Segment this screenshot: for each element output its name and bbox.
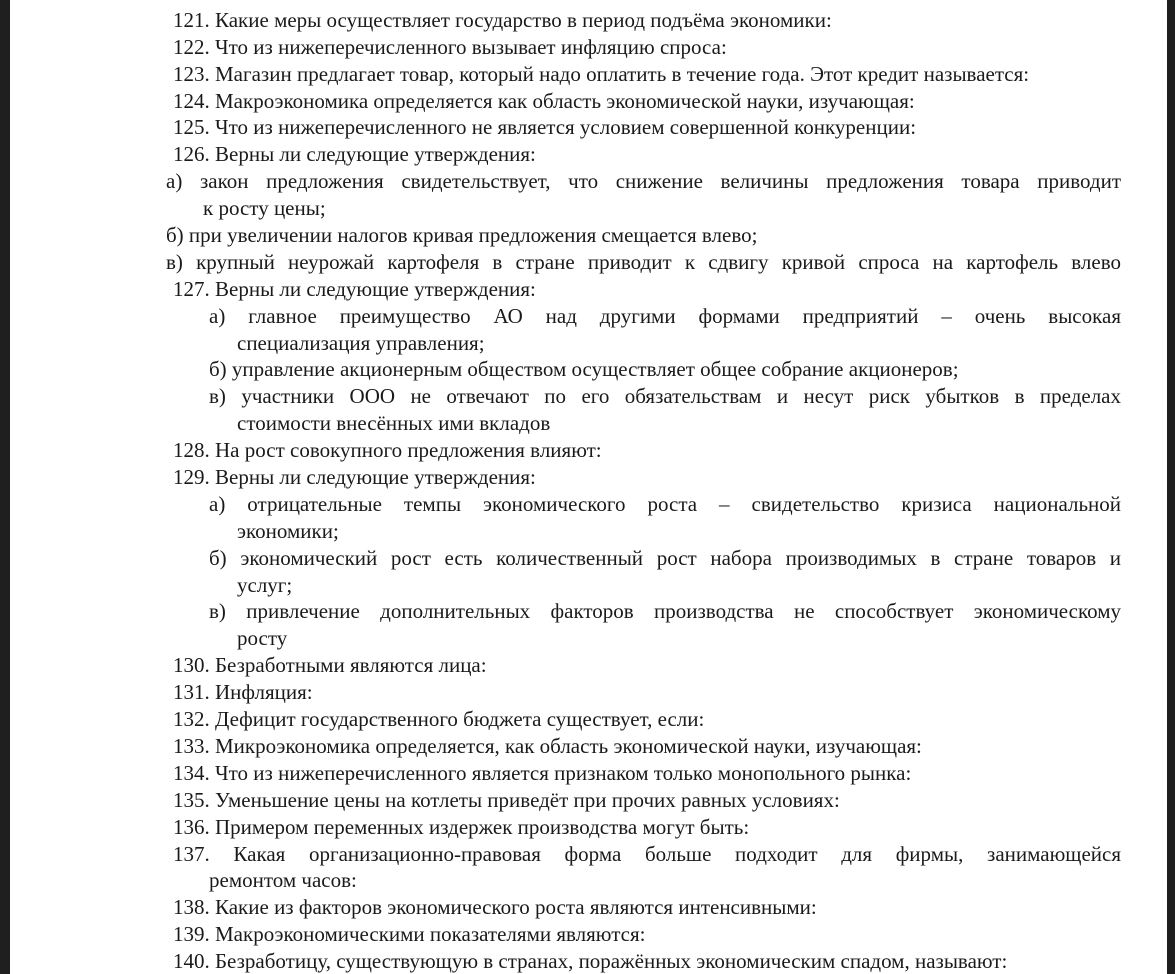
question-127-option-b: б) управление акционерным обществом осуществляет общее собрание акционеров; bbox=[209, 357, 959, 382]
question-137: 137. Какая организационно-правовая форма больше подходит для фирмы, занимающейся bbox=[173, 841, 1121, 866]
question-126-option-c: в) крупный неурожай картофеля в стране приводит к сдвигу кривой спроса на картофель влево bbox=[166, 249, 1121, 274]
question-126-option-b: б) при увеличении налогов кривая предложения смещается влево; bbox=[166, 223, 758, 248]
question-125: 125. Что из нижеперечисленного не является условием совершенной конкуренции: bbox=[173, 115, 917, 140]
question-127-option-a-cont: специализация управления; bbox=[237, 330, 485, 355]
question-139: 139. Макроэкономическими показателями являются: bbox=[173, 922, 646, 947]
question-129: 129. Верны ли следующие утверждения: bbox=[173, 465, 536, 490]
question-133: 133. Микроэкономика определяется, как область экономической науки, изучающая: bbox=[173, 733, 922, 758]
question-129-option-c-cont: росту bbox=[237, 626, 288, 651]
question-list bbox=[166, 0, 1121, 974]
question-134: 134. Что из нижеперечисленного является признаком только монопольного рынка: bbox=[173, 760, 912, 785]
document-page bbox=[10, 0, 1167, 974]
clipped-top-line bbox=[173, 0, 1121, 7]
question-129-option-a-cont: экономики; bbox=[237, 518, 339, 543]
question-121: 121. Какие меры осуществляет государство в период подъёма экономики: bbox=[173, 7, 832, 32]
question-127-option-c-cont: стоимости внесённых ими вкладов bbox=[237, 411, 551, 436]
question-137-cont: ремонтом часов: bbox=[209, 868, 357, 893]
question-127-option-c: в) участники ООО не отвечают по его обязательствам и несут риск убытков в пределах bbox=[209, 384, 1121, 409]
question-129-option-a: а) отрицательные темпы экономического роста – свидетельство кризиса национальной bbox=[209, 491, 1121, 516]
question-129-option-b: б) экономический рост есть количественный рост набора производимых в стране товаров и bbox=[209, 545, 1121, 570]
question-136: 136. Примером переменных издержек производства могут быть: bbox=[173, 814, 750, 839]
question-127-option-a: а) главное преимущество АО над другими формами предприятий – очень высокая bbox=[209, 303, 1121, 328]
question-127: 127. Верны ли следующие утверждения: bbox=[173, 276, 536, 301]
question-126-option-a-cont: к росту цены; bbox=[203, 196, 326, 221]
question-140: 140. Безработицу, существующую в странах, поражённых экономическим спадом, называют: bbox=[173, 949, 1008, 974]
question-123: 123. Магазин предлагает товар, который надо оплатить в течение года. Этот кредит называется: bbox=[173, 61, 1030, 86]
question-126-option-a: а) закон предложения свидетельствует, что снижение величины предложения товара приводит bbox=[166, 169, 1121, 194]
question-128: 128. На рост совокупного предложения влияют: bbox=[173, 438, 602, 463]
question-130: 130. Безработными являются лица: bbox=[173, 653, 487, 678]
question-131: 131. Инфляция: bbox=[173, 680, 313, 705]
question-135: 135. Уменьшение цены на котлеты приведёт при прочих равных условиях: bbox=[173, 787, 840, 812]
question-132: 132. Дефицит государственного бюджета существует, если: bbox=[173, 707, 705, 732]
question-122: 122. Что из нижеперечисленного вызывает инфляцию спроса: bbox=[173, 34, 727, 59]
question-126: 126. Верны ли следующие утверждения: bbox=[173, 142, 536, 167]
question-138: 138. Какие из факторов экономического роста являются интенсивными: bbox=[173, 895, 817, 920]
question-129-option-c: в) привлечение дополнительных факторов производства не способствует экономическому bbox=[209, 599, 1121, 624]
question-129-option-b-cont: услуг; bbox=[237, 572, 293, 597]
question-124: 124. Макроэкономика определяется как область экономической науки, изучающая: bbox=[173, 88, 915, 113]
